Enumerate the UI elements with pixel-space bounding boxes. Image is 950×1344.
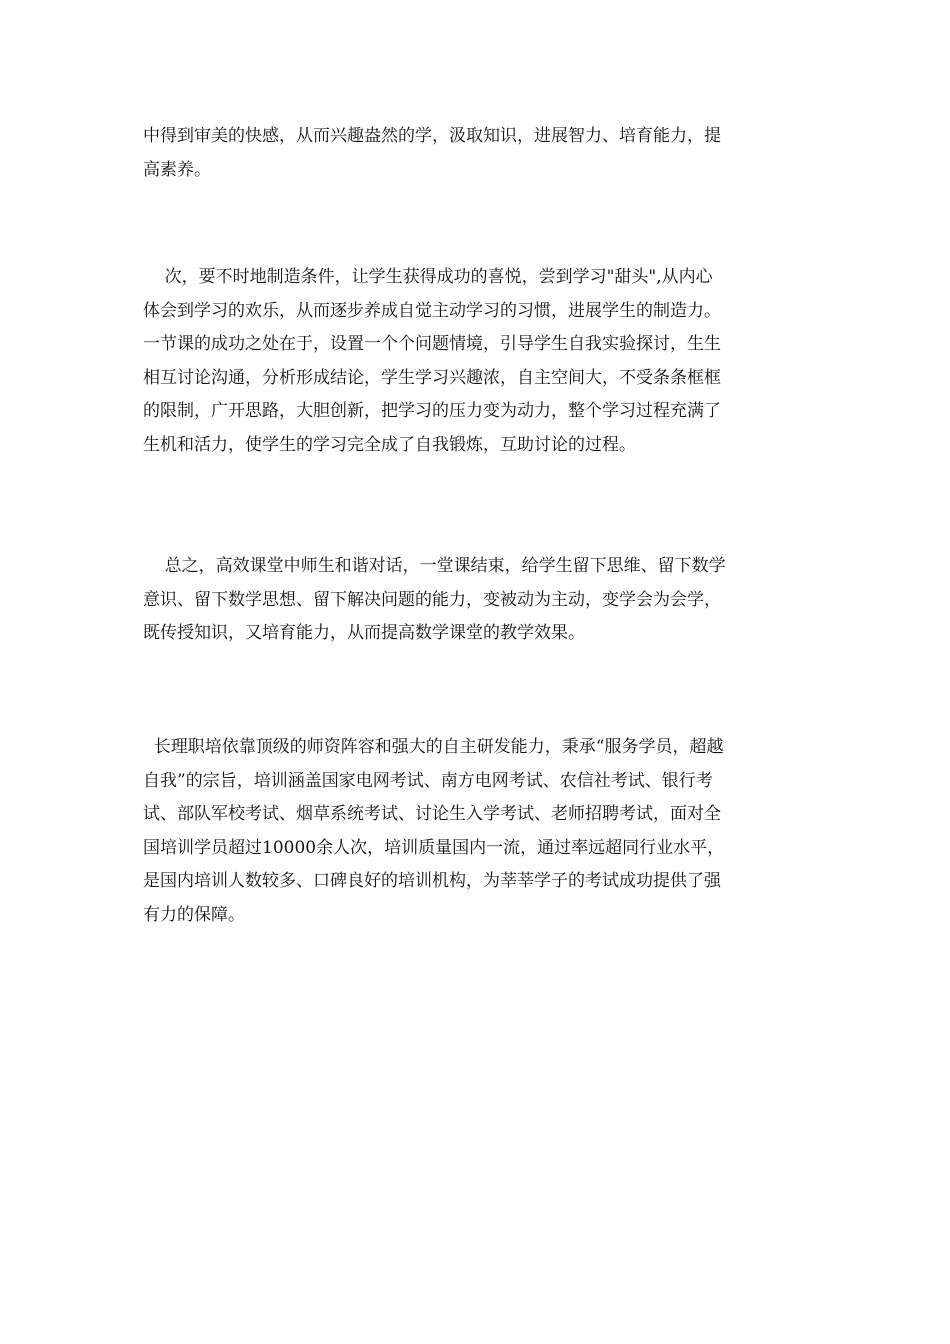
paragraph-line: 国培训学员超过10000余人次，培训质量国内一流，通过率远超同行业水平， — [143, 837, 725, 858]
paragraph-2 — [143, 261, 813, 462]
paragraph-4 — [143, 731, 813, 932]
paragraph-line: 长理职培依靠顶级的师资阵容和强大的自主研发能力，秉承“服务学员，超越 — [143, 737, 724, 757]
paragraph-line: 自我”的宗旨，培训涵盖国家电网考试、南方电网考试、农信社考试、银行考 — [143, 770, 713, 791]
paragraph-line: 一节课的成功之处在于，设置一个个问题情境，引导学生自我实验探讨，生生 — [143, 334, 721, 354]
paragraph-line: 次，要不时地制造条件，让学生获得成功的喜悦，尝到学习"甜头",从内心 — [143, 267, 713, 287]
paragraph-line: 既传授知识，又培育能力，从而提高数学课堂的教学效果。 — [143, 623, 585, 643]
paragraph-line: 意识、留下数学思想、留下解决问题的能力，变被动为主动，变学会为会学， — [143, 589, 721, 610]
paragraph-line: 生机和活力，使学生的学习完全成了自我锻炼，互助讨论的过程。 — [143, 434, 636, 455]
paragraph-line: 体会到学习的欢乐，从而逐步养成自觉主动学习的习惯，进展学生的制造力。 — [143, 300, 721, 321]
paragraph-line: 总之，高效课堂中师生和谐对话，一堂课结束，给学生留下思维、留下数学 — [143, 556, 726, 576]
paragraph-line: 是国内培训人数较多、口碑良好的培训机构，为莘莘学子的考试成功提供了强 — [143, 871, 721, 891]
paragraph-line: 高素养。 — [143, 159, 211, 180]
paragraph-line: 有力的保障。 — [143, 904, 245, 925]
paragraph-line: 相互讨论沟通，分析形成结论，学生学习兴趣浓，自主空间大，不受条条框框 — [143, 367, 721, 388]
paragraph-3 — [143, 550, 813, 651]
paragraph-line: 的限制，广开思路，大胆创新，把学习的压力变为动力，整个学习过程充满了 — [143, 401, 721, 421]
paragraph-line: 试、部队军校考试、烟草系统考试、讨论生入学考试、老师招聘考试，面对全 — [143, 804, 721, 824]
paragraph-1 — [143, 120, 813, 187]
paragraph-line: 中得到审美的快感，从而兴趣盎然的学，汲取知识，进展智力、培育能力，提 — [143, 126, 721, 146]
